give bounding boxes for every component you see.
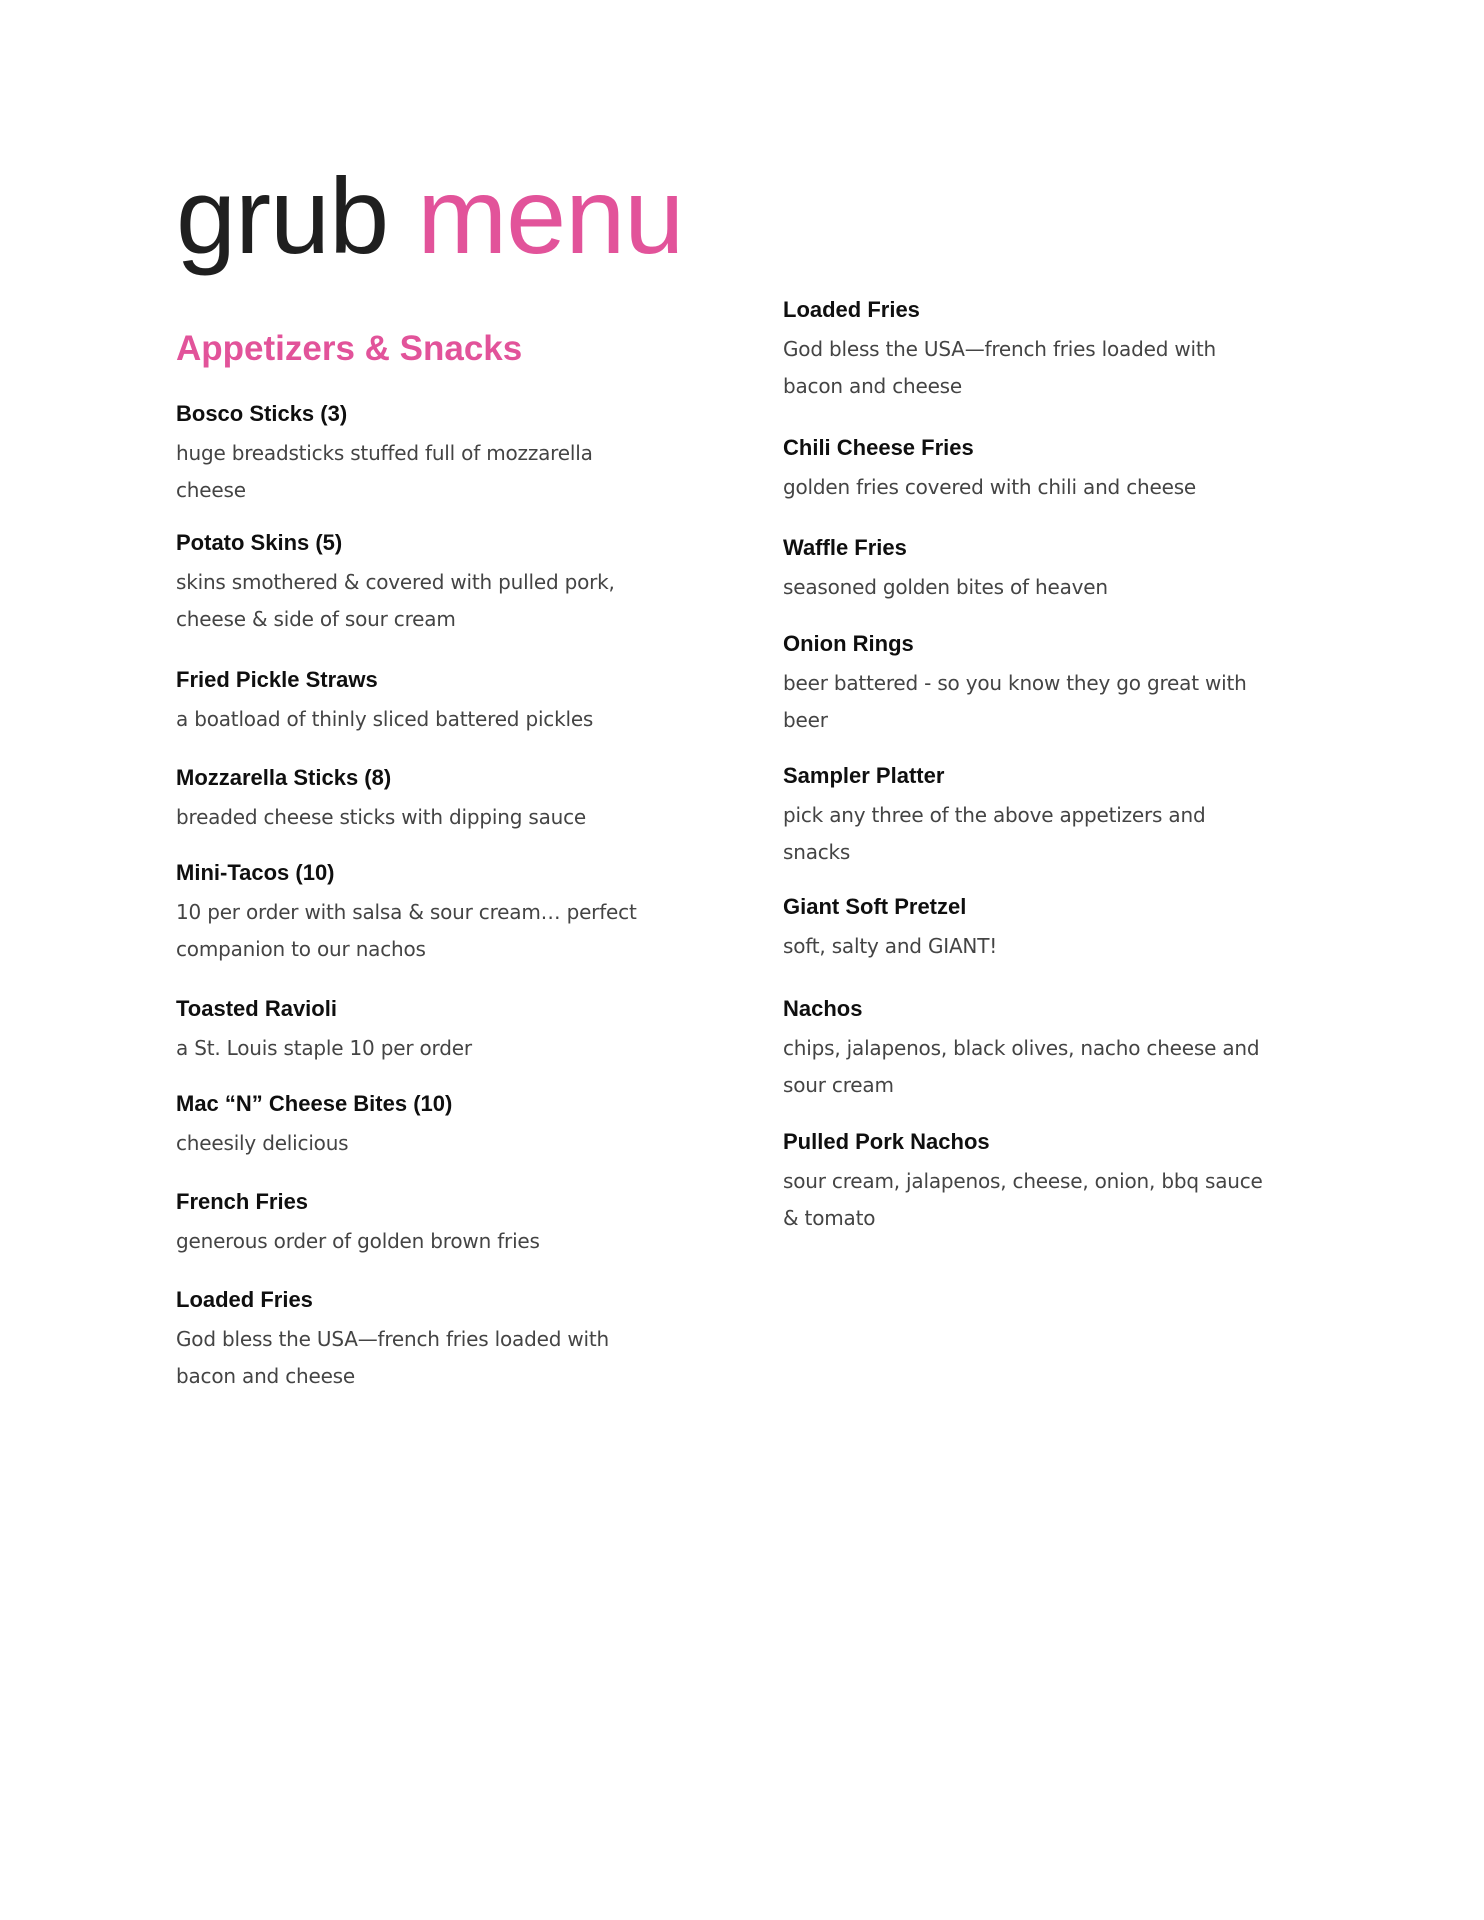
menu-item-description: a boatload of thinly sliced battered pickles [176,707,594,731]
menu-item-name: Bosco Sticks (3) [176,401,348,426]
menu-item-description: beer battered - so you know they go great with beer [783,671,1247,732]
menu-item [783,894,1263,965]
title-word-grub: grub [176,155,389,276]
menu-item-description: God bless the USA—french fries loaded with bacon and cheese [176,1327,609,1388]
menu-item-description: sour cream, jalapenos, cheese, onion, bbq sauce & tomato [783,1169,1263,1230]
menu-item-name: Pulled Pork Nachos [783,1129,990,1154]
menu-item-description: seasoned golden bites of heaven [783,575,1108,599]
menu-item [176,667,646,738]
menu-item [783,297,1263,405]
menu-item [176,1189,646,1260]
menu-item-name: Giant Soft Pretzel [783,894,967,919]
menu-item-name: Mozzarella Sticks (8) [176,765,392,790]
menu-item-name: Onion Rings [783,631,914,656]
menu-item-name: Waffle Fries [783,535,907,560]
menu-item-description: golden fries covered with chili and cheese [783,475,1197,499]
menu-item-description: 10 per order with salsa & sour cream… perfect companion to our nachos [176,900,637,961]
menu-item-name: Mac “N” Cheese Bites (10) [176,1091,453,1116]
menu-item-name: Loaded Fries [176,1287,313,1312]
menu-item-name: Chili Cheese Fries [783,435,974,460]
menu-item-description: huge breadsticks stuffed full of mozzarella cheese [176,441,593,502]
menu-item-description: pick any three of the above appetizers and snacks [783,803,1206,864]
menu-item [176,401,646,509]
menu-item-description: soft, salty and GIANT! [783,934,998,958]
menu-item [783,1129,1263,1237]
menu-item-description: a St. Louis staple 10 per order [176,1036,472,1060]
menu-item-name: Sampler Platter [783,763,945,788]
menu-item [783,535,1263,606]
menu-item-name: Nachos [783,996,863,1021]
section-heading: Appetizers & Snacks [176,329,523,368]
menu-item-name: Loaded Fries [783,297,920,322]
menu-item [783,763,1263,871]
menu-item [176,1091,646,1162]
menu-item [783,435,1263,506]
menu-item-name: French Fries [176,1189,309,1214]
menu-item [176,765,646,836]
menu-item [176,1287,646,1395]
title-word-menu: menu [417,155,684,276]
menu-item-name: Toasted Ravioli [176,996,337,1021]
page-title [176,155,684,276]
menu-item [783,996,1263,1104]
menu-item [176,530,646,638]
menu-item-description: skins smothered & covered with pulled pork, cheese & side of sour cream [176,570,615,631]
menu-item-description: chips, jalapenos, black olives, nacho cheese and sour cream [783,1036,1260,1097]
menu-item [176,860,646,968]
menu-item-description: cheesily delicious [176,1131,349,1155]
menu-item [176,996,646,1067]
menu-item-name: Fried Pickle Straws [176,667,378,692]
menu-item-name: Mini-Tacos (10) [176,860,335,885]
menu-item-description: generous order of golden brown fries [176,1229,540,1253]
menu-item-description: God bless the USA—french fries loaded with bacon and cheese [783,337,1216,398]
menu-item [783,631,1263,739]
menu-item-description: breaded cheese sticks with dipping sauce [176,805,586,829]
menu-item-name: Potato Skins (5) [176,530,343,555]
